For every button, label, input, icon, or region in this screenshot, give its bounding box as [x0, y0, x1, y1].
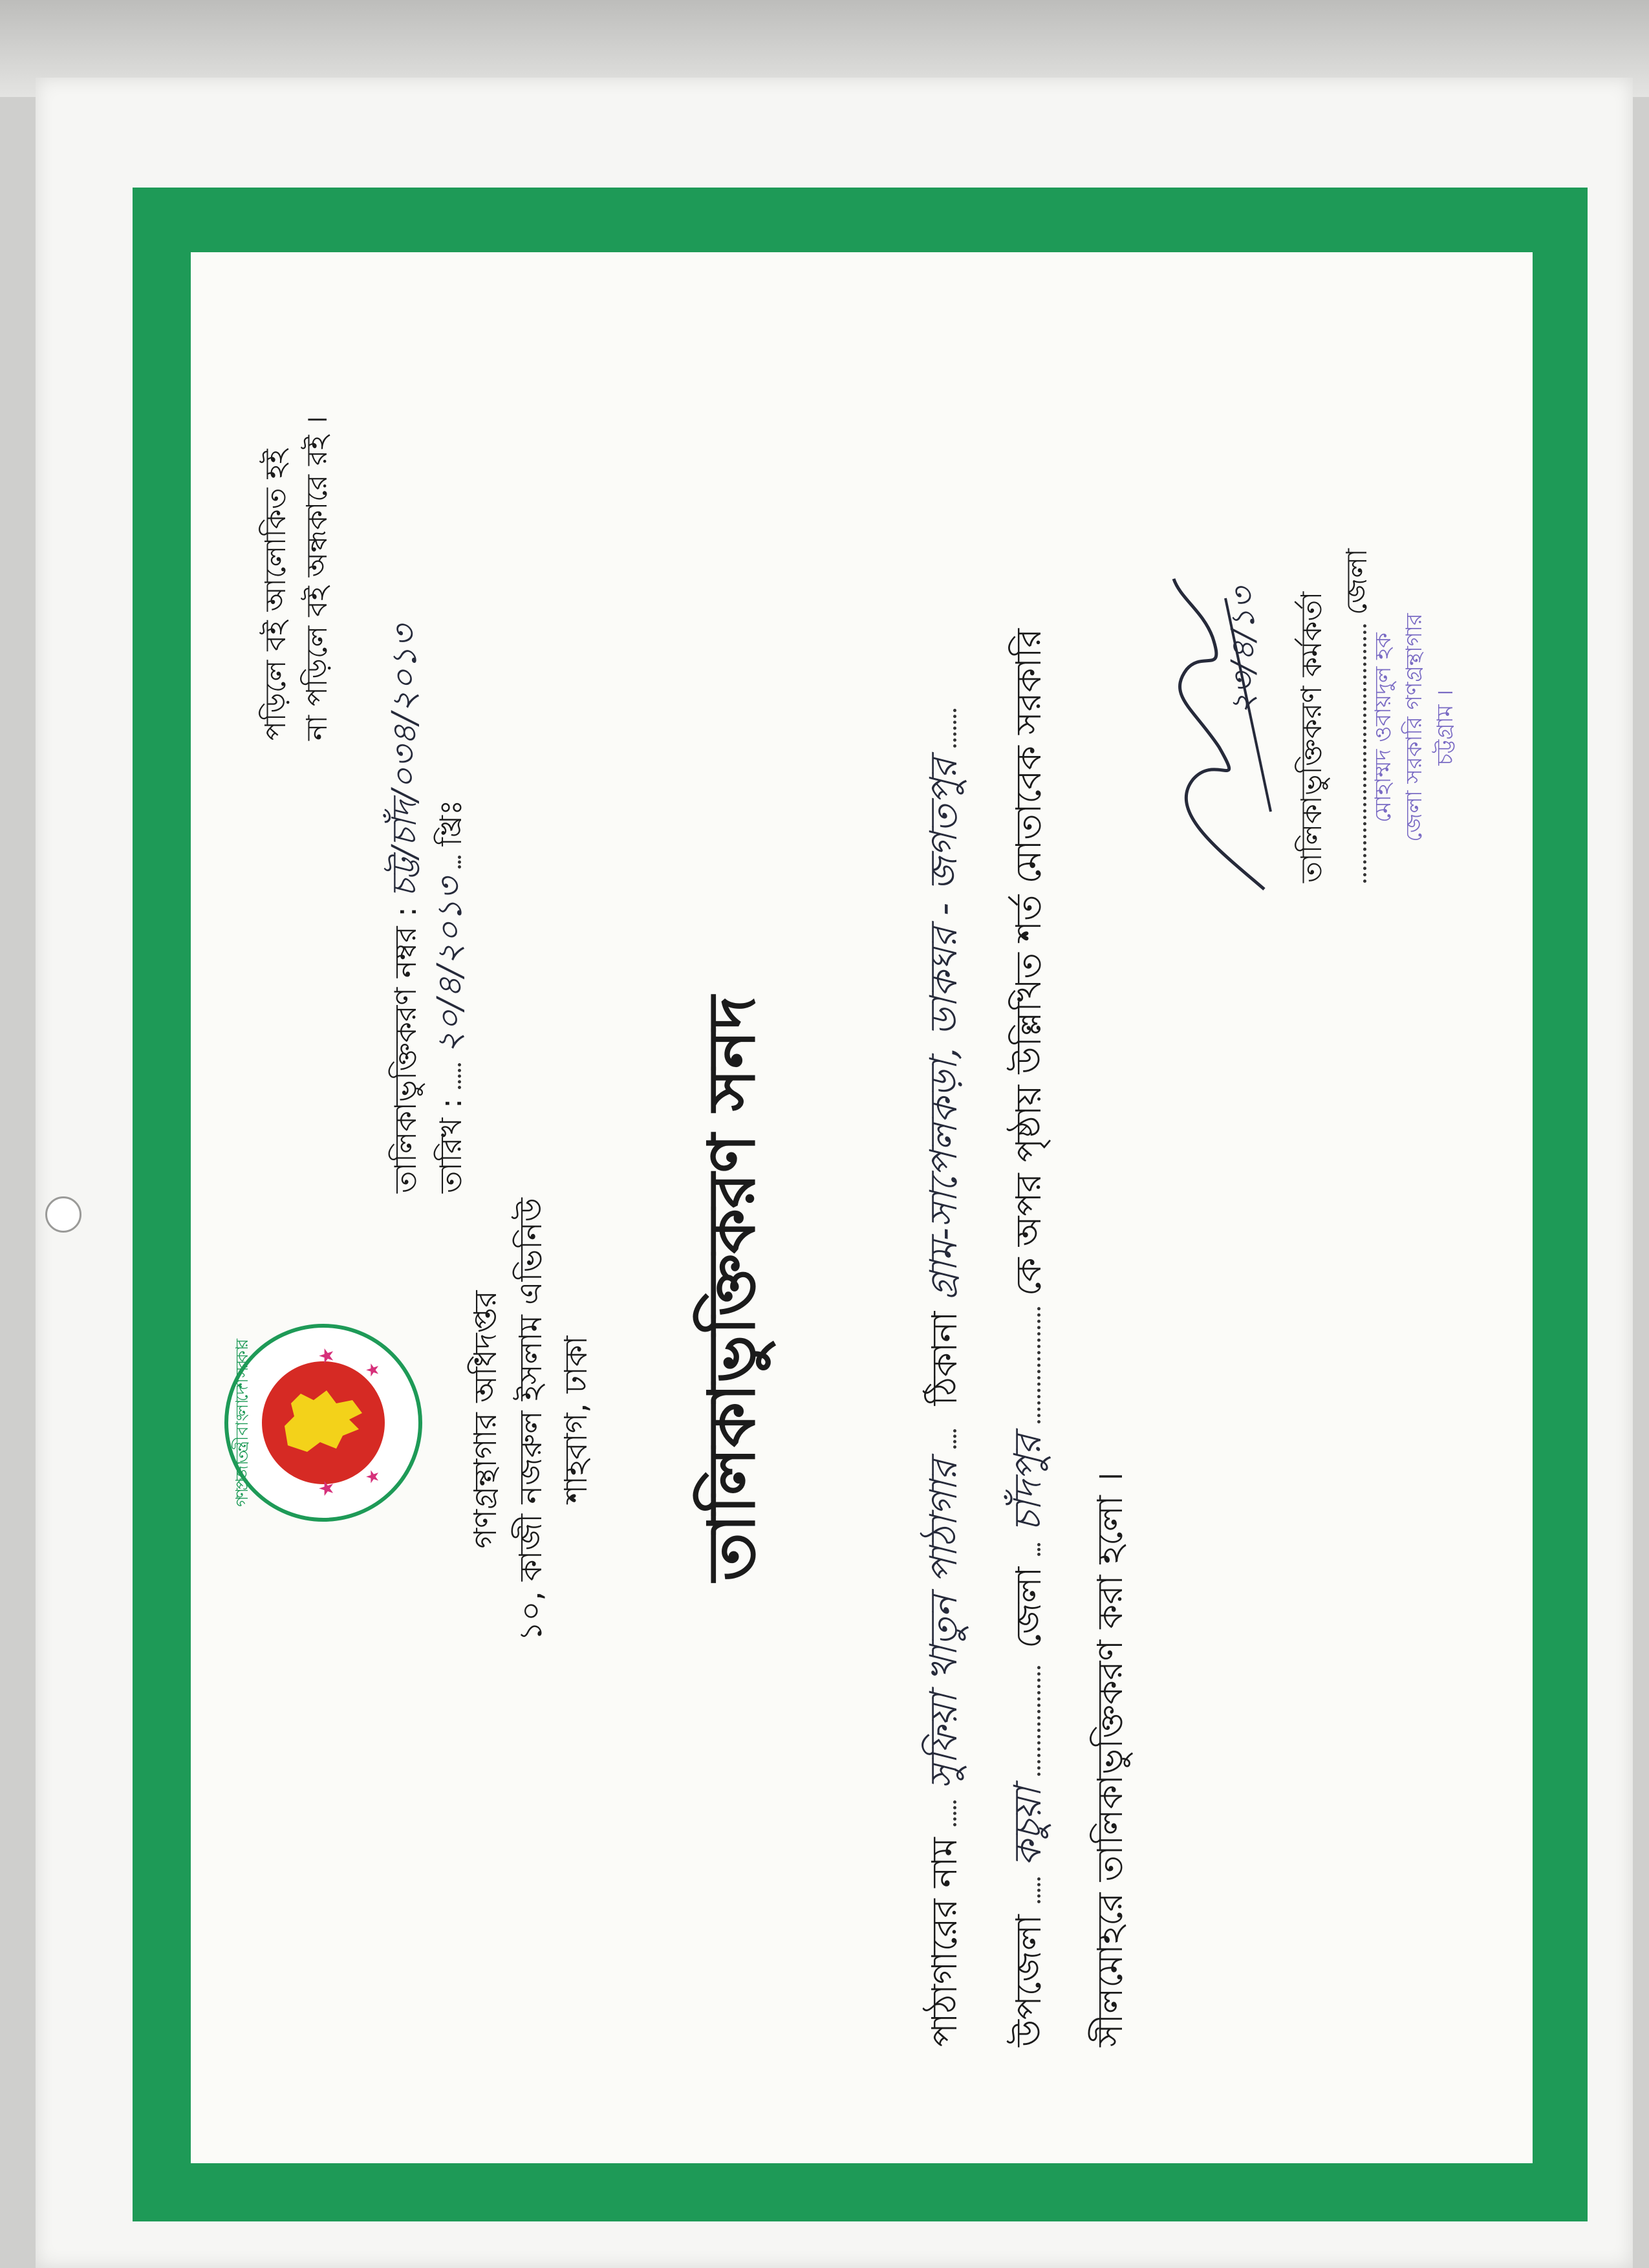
- certificate-content: [191, 252, 1533, 2163]
- registration-date-suffix: খ্রিঃ: [433, 799, 468, 847]
- upazila-dots: [1037, 1877, 1040, 1903]
- certificate-title: তালিকাভুক্তিকরণ সনদ: [694, 996, 770, 1581]
- upazila-row: [999, 629, 1062, 2047]
- library-label: পাঠাগারের নাম: [924, 1837, 965, 2047]
- district-value: চাঁদপুর: [1006, 1434, 1050, 1532]
- star-icon: ★: [363, 1469, 383, 1484]
- upazila-label: উপজেলা: [1008, 1914, 1049, 2047]
- star-icon: ★: [316, 1480, 338, 1497]
- registration-date-label: তারিখ :: [433, 1098, 468, 1193]
- star-icon: ★: [363, 1362, 383, 1377]
- official-stamp: [1368, 592, 1461, 863]
- government-emblem: [223, 1323, 424, 1523]
- closing-text: সীলমোহরে তালিকাভুক্তিকরণ করা হলো ।: [1090, 1471, 1130, 2047]
- signatory-district-label: জেলা: [1341, 548, 1374, 615]
- signatory-dots: [1363, 624, 1366, 883]
- stamp-line-1: মোহাম্মদ ওবায়দুল হক: [1370, 632, 1396, 823]
- address-label: ঠিকানা: [924, 1311, 965, 1406]
- district-dots: [1037, 1307, 1040, 1423]
- library-dots: [953, 1800, 956, 1826]
- library-value: সুফিয়া খাতুন পাঠাগার: [921, 1460, 965, 1789]
- signatory-title: তালিকাভুক্তিকরণ কর্মকর্তা: [1295, 591, 1328, 883]
- quote-line-2: না পড়িলে বই অন্ধকারে রই ।: [301, 416, 334, 740]
- upazila-dots: [1037, 1666, 1040, 1776]
- upazila-value: কচুয়া: [1006, 1787, 1050, 1867]
- office-city: শাহবাগ, ঢাকা: [558, 1335, 594, 1504]
- address-dots: [953, 709, 956, 748]
- stamp-line-2: জেলা সরকারি গণগ্রন্থাগার: [1401, 613, 1427, 842]
- registration-number-label: তালিকাভুক্তিকরণ নম্বর :: [388, 907, 423, 1193]
- emblem-outer-text: গণপ্রজাতন্ত্রী বাংলাদেশ সরকার: [233, 1339, 252, 1507]
- date-dots: [458, 1063, 461, 1089]
- office-address: ১০, কাজী নজরুল ইসলাম এভিনিউ: [513, 1198, 549, 1641]
- condition-text: কে অপর পৃষ্ঠায় উল্লিখিত শর্ত মোতাবেক সরকারি: [1008, 628, 1049, 1297]
- quote-line-1: পড়িলে বই আলোকিত হই: [259, 449, 292, 740]
- library-dots: [953, 1430, 956, 1449]
- district-label: জেলা: [1008, 1566, 1049, 1648]
- quote: [255, 416, 338, 740]
- signature-date: ২৩/৪/১৩: [1224, 587, 1262, 715]
- office-name: গণগ্রন্থাগার অধিদপ্তর: [468, 1290, 504, 1549]
- certificate-paper: [191, 252, 1533, 2163]
- library-row: [915, 709, 978, 2047]
- registration-date-row: [424, 799, 480, 1193]
- district-dots: [1037, 1543, 1040, 1556]
- stamp-line-3: চট্টগ্রাম ।: [1432, 689, 1458, 766]
- registration-date-value: ২০/৪/২০১৩: [431, 878, 469, 1054]
- punch-hole: [45, 1196, 81, 1233]
- date-dots: [458, 856, 461, 869]
- star-icon: ★: [316, 1347, 338, 1365]
- registration-number-value: চট্ট/চাঁদ/০৩৪/২০১৩: [385, 625, 424, 898]
- address-value: গ্রাম-সাপেলকড়া, ডাকঘর - জগতপুর: [921, 758, 965, 1301]
